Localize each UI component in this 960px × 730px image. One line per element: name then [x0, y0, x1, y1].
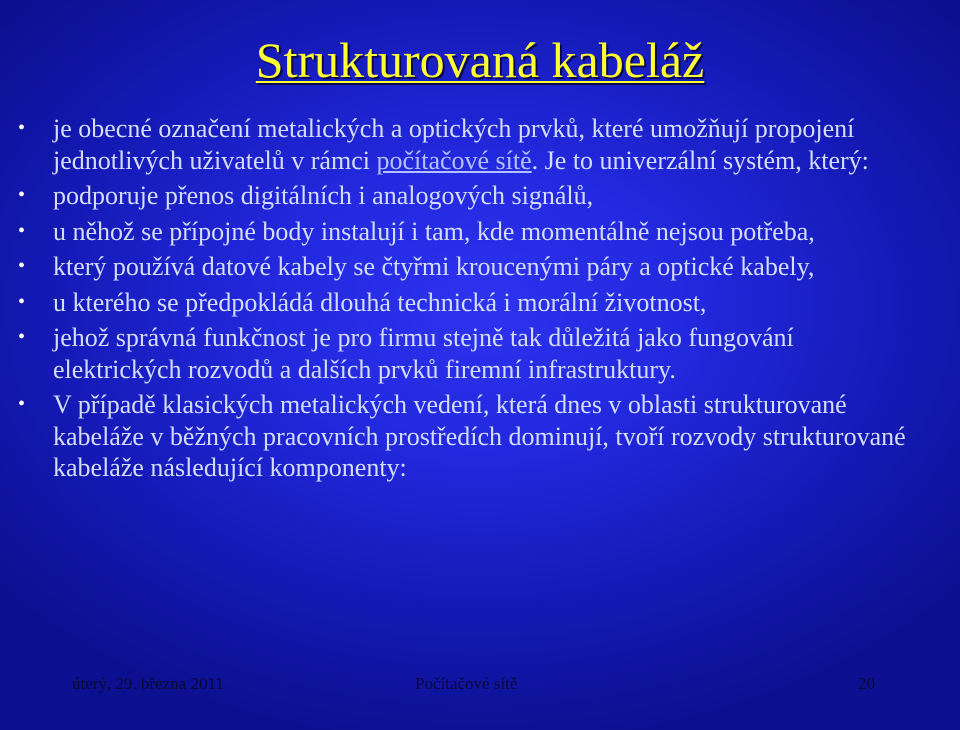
bullet-dot-icon: • [18, 326, 26, 348]
slide-footer [0, 673, 960, 695]
bullet-dot-icon: • [18, 117, 26, 139]
bullet-dot-icon: • [18, 255, 26, 277]
bullet-item [0, 389, 960, 484]
bullet-dot-icon: • [18, 219, 26, 242]
bullet-text: podporuje přenos digitálních i analogových signálů, [53, 181, 594, 210]
bullet-text: . Je to univerzální systém, který: [531, 145, 869, 175]
footer-page-number: 20 [858, 674, 875, 693]
bullet-item [0, 180, 960, 212]
bullet-text: V případě klasických metalických vedení, která dnes v oblasti strukturované kabeláže v běžných pracovních prostředích dominují, tvoří rozvody strukturované kabeláže následující komponenty: [53, 390, 906, 482]
bullet-item [0, 251, 960, 283]
bullet-text: jehož správná funkčnost je pro firmu stejně tak důležitá jako fungování elektrických rozvodů a dalších prvků firemní infrastruktury. [53, 323, 794, 384]
footer-date: úterý, 29. března 2011 [72, 674, 224, 693]
bullet-text: který používá datové kabely se čtyřmi kroucenými páry a optické kabely, [53, 252, 815, 281]
bullet-item [0, 113, 960, 176]
bullet-dot-icon: • [18, 184, 26, 206]
link-pocitacove-site[interactable]: počítačové sítě [376, 145, 532, 175]
slide-title: Strukturovaná kabeláž [255, 32, 705, 88]
footer-course-title: Počítačové sítě [415, 674, 518, 693]
bullet-dot-icon: • [18, 393, 26, 415]
bullet-list [0, 113, 960, 488]
bullet-item [0, 216, 960, 248]
bullet-dot-icon: • [18, 290, 26, 313]
bullet-text: je obecné označení metalických a optických prvků, které umožňují propojení jednotlivých uživatelů v rámci [53, 114, 855, 175]
bullet-text: u kterého se předpokládá dlouhá technická i morální životnost, [53, 287, 707, 317]
bullet-text: u něhož se přípojné body instalují i tam, kde momentálně nejsou potřeba, [53, 216, 815, 246]
bullet-item [0, 287, 960, 319]
bullet-item [0, 322, 960, 385]
